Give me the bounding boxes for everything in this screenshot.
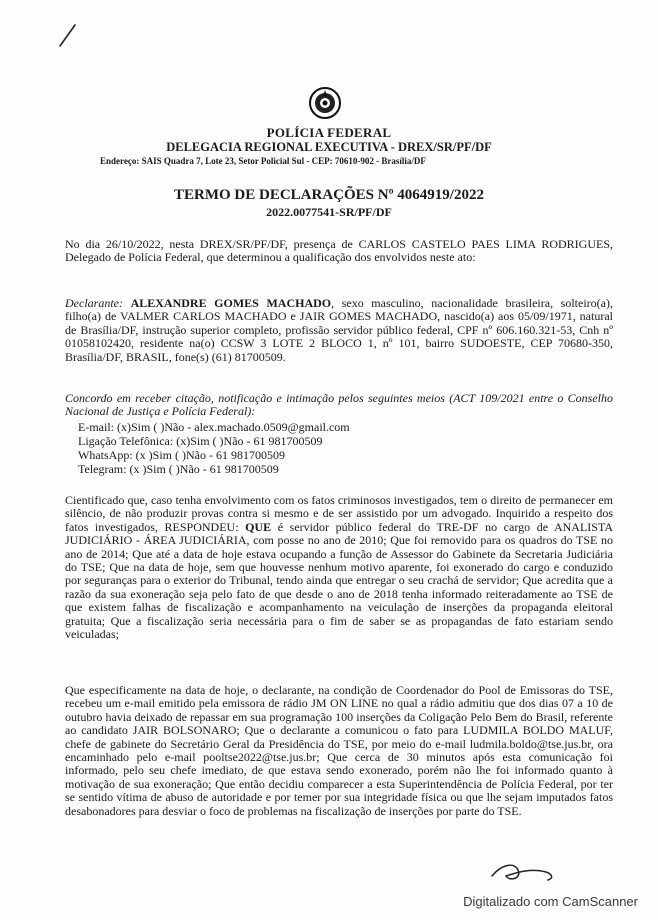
document-title: TERMO DE DECLARAÇÕES Nº 4064919/2022 xyxy=(174,187,484,203)
unit-name: DELEGACIA REGIONAL EXECUTIVA - DREX/SR/PF/DF xyxy=(166,140,492,154)
federal-police-seal-icon xyxy=(308,86,342,120)
declarant-paragraph xyxy=(65,297,613,364)
intro-paragraph: No dia 26/10/2022, nesta DREX/SR/PF/DF, presença de CARLOS CASTELO PAES LIMA RODRIGUES, Delegado de Polícia Federal, que determinou a qualificação dos envolvidos neste ato: xyxy=(65,237,613,265)
statement-keyword: QUE xyxy=(245,519,272,534)
contact-email: E-mail: (x)Sim ( )Não - alex.machado.0509@gmail.com xyxy=(78,420,350,434)
statement-paragraph-1 xyxy=(65,494,613,641)
consent-paragraph: Concordo em receber citação, notificação e intimação pelos seguintes meios (ACT 109/2021 entre o Conselho Nacional de Justiça e Polícia Federal): xyxy=(65,391,613,419)
pen-stroke-mark xyxy=(58,22,78,48)
contact-phone: Ligação Telefônica: (x)Sim ( )Não - 61 981700509 xyxy=(78,434,323,448)
unit-address: Endereço: SAIS Quadra 7, Lote 23, Setor Policial Sul - CEP: 70610-902 - Brasília/DF xyxy=(100,156,426,166)
declarant-details: , sexo masculino, nacionalidade brasileira, solteiro(a), filho(a) de VALMER CARLOS MACHADO e JAIR GOMES MACHADO, nascido(a) aos 05/09/1971, natural de Brasília/DF, instrução superior completo, profissão servidor público federal, CPF nº 606.160.321-53, Cnh nº 01058102420, residente na(o) CCSW 3 LOTE 2 BLOCO 1, nº 101, bairro SUDOESTE, CEP 70680-350, Brasília/DF, BRASIL, fone(s) (61) 81700509. xyxy=(65,296,613,364)
statement-paragraph-2: Que especificamente na data de hoje, o declarante, na condição de Coordenador do Pool de Emissoras do TSE, recebeu um e-mail emitido pela emissora de rádio JM ON LINE no qual a rádio admitiu que dos dias 07 a 10 de outubro havia deixado de repassar em sua programação 100 inserções da Coligação Pelo Bem do Brasil, referente ao candidato JAIR BOLSONARO; Que o declarante a comunicou o fato para LUDMILA BOLDO MALUF, chefe de gabinete do Secretário Geral da Presidência do TSE, por meio do e-mail ludmila.boldo@tse.jus.br, ora encaminhado pelo e-mail pooltse2022@tse.jus.br; Que cerca de 30 minutos após esta comunicação foi informado, pelo seu chefe imediato, de que estava sendo exonerado, porém não lhe foi informado quanto à motivação de sua exoneração; Que então decidiu comparecer a esta Superintendência de Polícia Federal, por ter se sentido vítima de abuso de autoridade e por temer por sua integridade física ou que lhe sejam imputados fatos desabonadores para desviar o foco de problemas na fiscalização de inserções por parte do TSE. xyxy=(65,683,613,818)
contact-telegram: Telegram: (x )Sim ( )Não - 61 981700509 xyxy=(78,462,279,476)
statement-lead: Cientificado que, caso tenha envolvimento com os fatos criminosos investigados, tem o direito de permanecer em silêncio, de não produzir provas contra si mesmo e de ser assistido por um advogado. Inquirido a respeito dos fatos investigados, RESPONDEU: xyxy=(65,493,613,534)
scanner-watermark: Digitalizado com CamScanner xyxy=(463,894,638,909)
declarant-name: ALEXANDRE GOMES MACHADO xyxy=(130,296,332,310)
contact-list xyxy=(78,420,350,476)
statement-rest: é servidor público federal do TRE-DF no cargo de ANALISTA JUDICIÁRIO - ÁREA JUDICIÁRIA, com posse no ano de 2010; Que foi removido para os quadros do TSE no ano de 2014; Que até a data de hoje estava ocupando a função de Assessor do Gabinete da Secretaria Judiciária do TSE; Que na data de hoje, sem que houvesse nenhum motivo aparente, foi exonerado do cargo e conduzido por seguranças para o exterior do Tribunal, tendo ainda que entregar o seu crachá de servidor; Que acredita que a razão da sua exoneração seja pelo fato de que desde o ano de 2018 tenha informado reiteradamente ao TSE de que existem falhas de fiscalização e acompanhamento na veiculação de inserções da propaganda eleitoral gratuita; Que a fiscalização seria necessária para o fim de saber se as propagandas de fato estariam sendo veiculadas; xyxy=(65,519,614,642)
process-number: 2022.0077541-SR/PF/DF xyxy=(266,205,392,219)
declarant-label: Declarante: xyxy=(65,296,123,310)
contact-whatsapp: WhatsApp: (x )Sim ( )Não - 61 981700509 xyxy=(78,448,285,462)
handwritten-signature-icon xyxy=(488,858,558,884)
organization-name: POLÍCIA FEDERAL xyxy=(266,125,392,140)
